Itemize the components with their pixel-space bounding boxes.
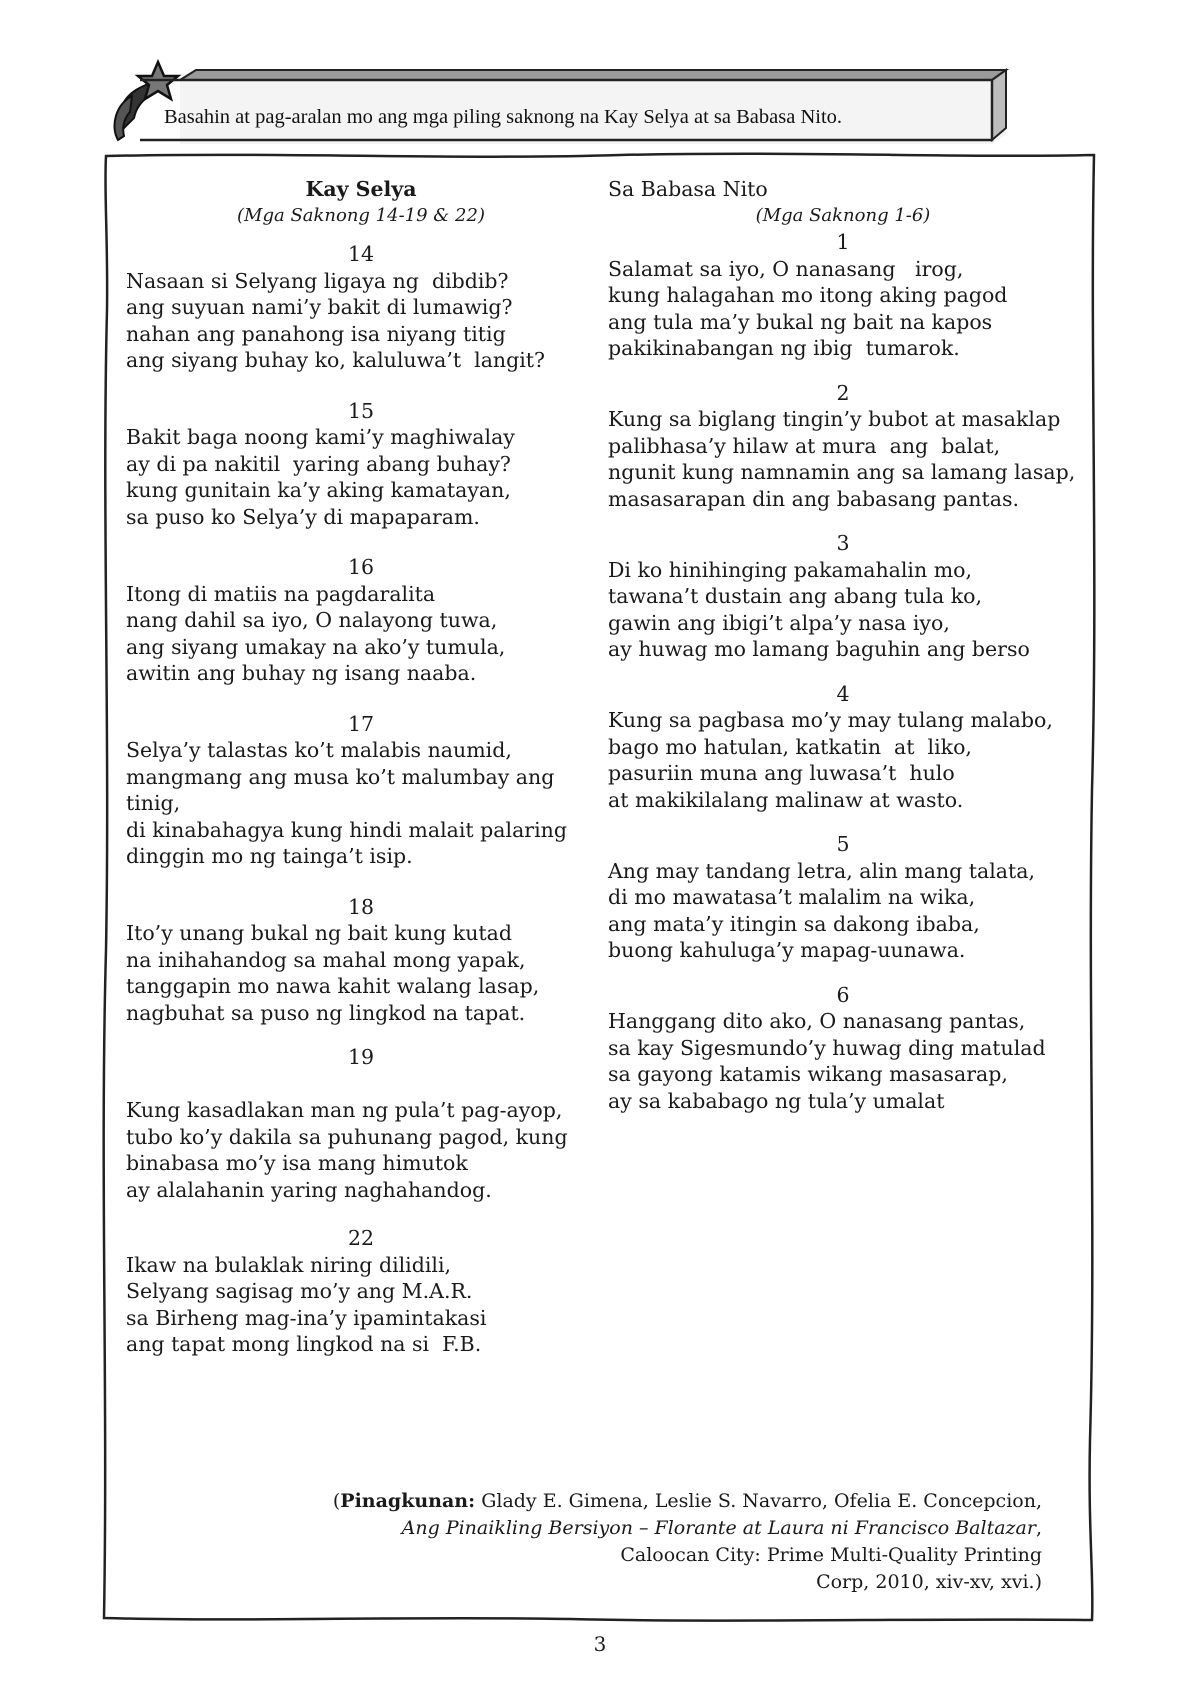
stanza-line: ay alalahanin yaring naghahandog. xyxy=(126,1177,492,1202)
stanza-line: Ikaw na bulaklak niring dilidili, xyxy=(126,1252,452,1277)
stanza-line: tawana’t dustain ang abang tula ko, xyxy=(608,584,982,608)
stanza xyxy=(608,982,1078,1115)
stanza-number: 6 xyxy=(836,982,850,1007)
stanza-line: mangmang ang musa ko’t malumbay ang tinig, xyxy=(126,764,561,815)
stanza-line: ay di pa nakitil yaring abang buhay? xyxy=(126,451,511,476)
stanza-line: Ang may tandang letra, alin mang talata, xyxy=(608,858,1036,883)
stanza xyxy=(126,241,596,374)
stanza-number: 1 xyxy=(836,230,850,254)
sa-babasa-nito-title: Sa Babasa Nito xyxy=(608,177,768,201)
stanza-line: Hanggang dito ako, O nanasang pantas, xyxy=(608,1009,1026,1033)
stanza-number: 18 xyxy=(347,894,375,919)
stanza-line: ang siyang umakay na ako’y tumula, xyxy=(126,634,506,659)
stanza-line: gawin ang ibigi’t alpa’y nasa iyo, xyxy=(608,610,950,635)
stanza xyxy=(608,831,1078,964)
stanza-number: 5 xyxy=(836,832,850,856)
stanza-line: dinggin mo ng tainga’t isip. xyxy=(126,844,413,868)
stanza-line: sa gayong katamis wikang masasarap, xyxy=(608,1062,1008,1086)
stanza-line: Kung sa pagbasa mo’y may tulang malabo, xyxy=(608,708,1053,732)
stanza-line: Ito’y unang bukal ng bait kung kutad xyxy=(126,921,512,945)
stanza-number: 2 xyxy=(836,380,850,405)
stanza xyxy=(608,229,1078,362)
stanza xyxy=(608,681,1078,814)
stanza-line: masasarapan din ang babasang pantas. xyxy=(608,486,1020,511)
stanza-number: 14 xyxy=(347,242,375,266)
stanza-line: di kinabahagya kung hindi malait palaring xyxy=(126,817,567,842)
stanza-line: ang tula ma’y bukal ng bait na kapos xyxy=(608,309,993,334)
kay-selya-column xyxy=(126,176,596,1358)
stanza-line: ngunit kung namnamin ang sa lamang lasap, xyxy=(608,460,1076,484)
stanza xyxy=(126,554,596,687)
stanza-line: Salamat sa iyo, O nanasang irog, xyxy=(608,256,964,281)
stanza-line: nahan ang panahong isa niyang titig xyxy=(126,321,506,346)
sa-babasa-nito-stanzas xyxy=(608,229,1078,1114)
kay-selya-title: Kay Selya xyxy=(305,177,417,201)
stanza-line: palibhasa’y hilaw at mura ang balat, xyxy=(608,433,1001,458)
stanza-line: sa Birheng mag-ina’y ipamintakasi xyxy=(126,1305,487,1330)
kay-selya-stanzas xyxy=(126,241,596,1358)
stanza-line: na inihahandog sa mahal mong yapak, xyxy=(126,947,526,972)
stanza-line: pakikinabangan ng ibig tumarok. xyxy=(608,336,960,360)
stanza-line: nagbuhat sa puso ng lingkod na tapat. xyxy=(126,1000,526,1025)
stanza-number: 22 xyxy=(347,1226,375,1250)
stanza-number: 17 xyxy=(347,711,375,736)
stanza-line: kung halagahan mo itong aking pagod xyxy=(608,283,1008,307)
stanza-line: awitin ang buhay ng isang naaba. xyxy=(126,661,477,685)
stanza-line: ang mata’y itingin sa dakong ibaba, xyxy=(608,911,980,936)
page-number: 3 xyxy=(593,1632,607,1656)
source-label: Pinagkunan xyxy=(340,1490,469,1512)
stanza-line: ang siyang buhay ko, kaluluwa’t langit? xyxy=(126,348,546,372)
stanza-line: kung gunitain ka’y aking kamatayan, xyxy=(126,478,511,502)
stanza-line: at makikilalang malinaw at wasto. xyxy=(608,787,964,812)
stanza-line: Di ko hinihinging pakamahalin mo, xyxy=(608,557,972,582)
stanza-line: ay huwag mo lamang baguhin ang berso xyxy=(608,637,1030,661)
stanza xyxy=(126,1044,596,1203)
stanza-line: pasuriin muna ang luwasa’t hulo xyxy=(608,761,955,785)
stanza-line: ang suyuan nami’y bakit di lumawig? xyxy=(126,295,513,319)
stanza-line: Nasaan si Selyang ligaya ng dibdib? xyxy=(126,268,509,293)
stanza-line: di mo mawatasa’t malalim na wika, xyxy=(608,885,976,909)
stanza-number: 19 xyxy=(347,1045,375,1069)
stanza-line: Selyang sagisag mo’y ang M.A.R. xyxy=(126,1279,473,1303)
source-publisher: Caloocan City: Prime Multi-Quality Printing xyxy=(620,1544,1042,1566)
stanza-line: sa kay Sigesmundo’y huwag ding matulad xyxy=(608,1035,1046,1060)
source-authors: Glady E. Gimena, Leslie S. Navarro, Ofelia E. Concepcion, xyxy=(481,1490,1042,1512)
banner-instruction: Basahin at pag-aralan mo ang mga piling saknong na Kay Selya at sa Babasa Nito. xyxy=(164,106,843,128)
stanza xyxy=(608,530,1078,663)
stanza-line: Itong di matiis na pagdaralita xyxy=(126,581,436,606)
stanza-number: 16 xyxy=(347,555,375,579)
sa-babasa-nito-column xyxy=(608,176,1078,1114)
stanza-line xyxy=(126,1071,596,1098)
stanza-number: 15 xyxy=(347,398,375,423)
stanza-line: tanggapin mo nawa kahit walang lasap, xyxy=(126,974,540,998)
source-citation: (Pinagkunan: Glady E. Gimena, Leslie S. Navarro, Ofelia E. Concepcion, Ang Pinaikling Bersiyon – Florante at Laura ni Francisco Baltazar, Caloocan City: Prime Multi-Quality Printing Corp, 2010, xiv-xv, xvi.) xyxy=(300,1488,1042,1596)
stanza-line: ay sa kababago ng tula’y umalat xyxy=(608,1088,945,1113)
stanza-line: ang tapat mong lingkod na si F.B. xyxy=(126,1332,482,1356)
stanza-line: nang dahil sa iyo, O nalayong tuwa, xyxy=(126,608,498,632)
stanza-line: Bakit baga noong kami’y maghiwalay xyxy=(126,425,515,449)
stanza-line: Selya’y talastas ko’t malabis naumid, xyxy=(126,738,512,762)
stanza xyxy=(608,380,1078,513)
stanza-line: buong kahuluga’y mapag-uunawa. xyxy=(608,938,966,962)
kay-selya-subtitle: (Mga Saknong 14-19 & 22) xyxy=(237,204,485,226)
stanza-number: 3 xyxy=(836,531,850,555)
stanza xyxy=(126,398,596,531)
stanza-line: Kung kasadlakan man ng pula’t pag-ayop, tubo ko’y dakila sa puhunang pagod, kung binabasa mo’y isa mang himutok xyxy=(126,1098,575,1175)
source-pub-end: Corp, 2010, xiv-xv, xvi.) xyxy=(816,1571,1042,1593)
stanza-line: sa puso ko Selya’y di mapaparam. xyxy=(126,504,480,529)
stanza-number: 4 xyxy=(836,681,850,706)
stanza xyxy=(126,711,596,870)
source-book: Ang Pinaikling Bersiyon – Florante at Laura ni Francisco Baltazar xyxy=(401,1517,1036,1539)
stanza xyxy=(126,894,596,1027)
stanza-line: Kung sa biglang tingin’y bubot at masaklap xyxy=(608,407,1061,431)
stanza xyxy=(126,1225,596,1358)
sa-babasa-nito-subtitle: (Mga Saknong 1-6) xyxy=(755,204,931,226)
stanza-line: bago mo hatulan, katkatin at liko, xyxy=(608,734,972,759)
